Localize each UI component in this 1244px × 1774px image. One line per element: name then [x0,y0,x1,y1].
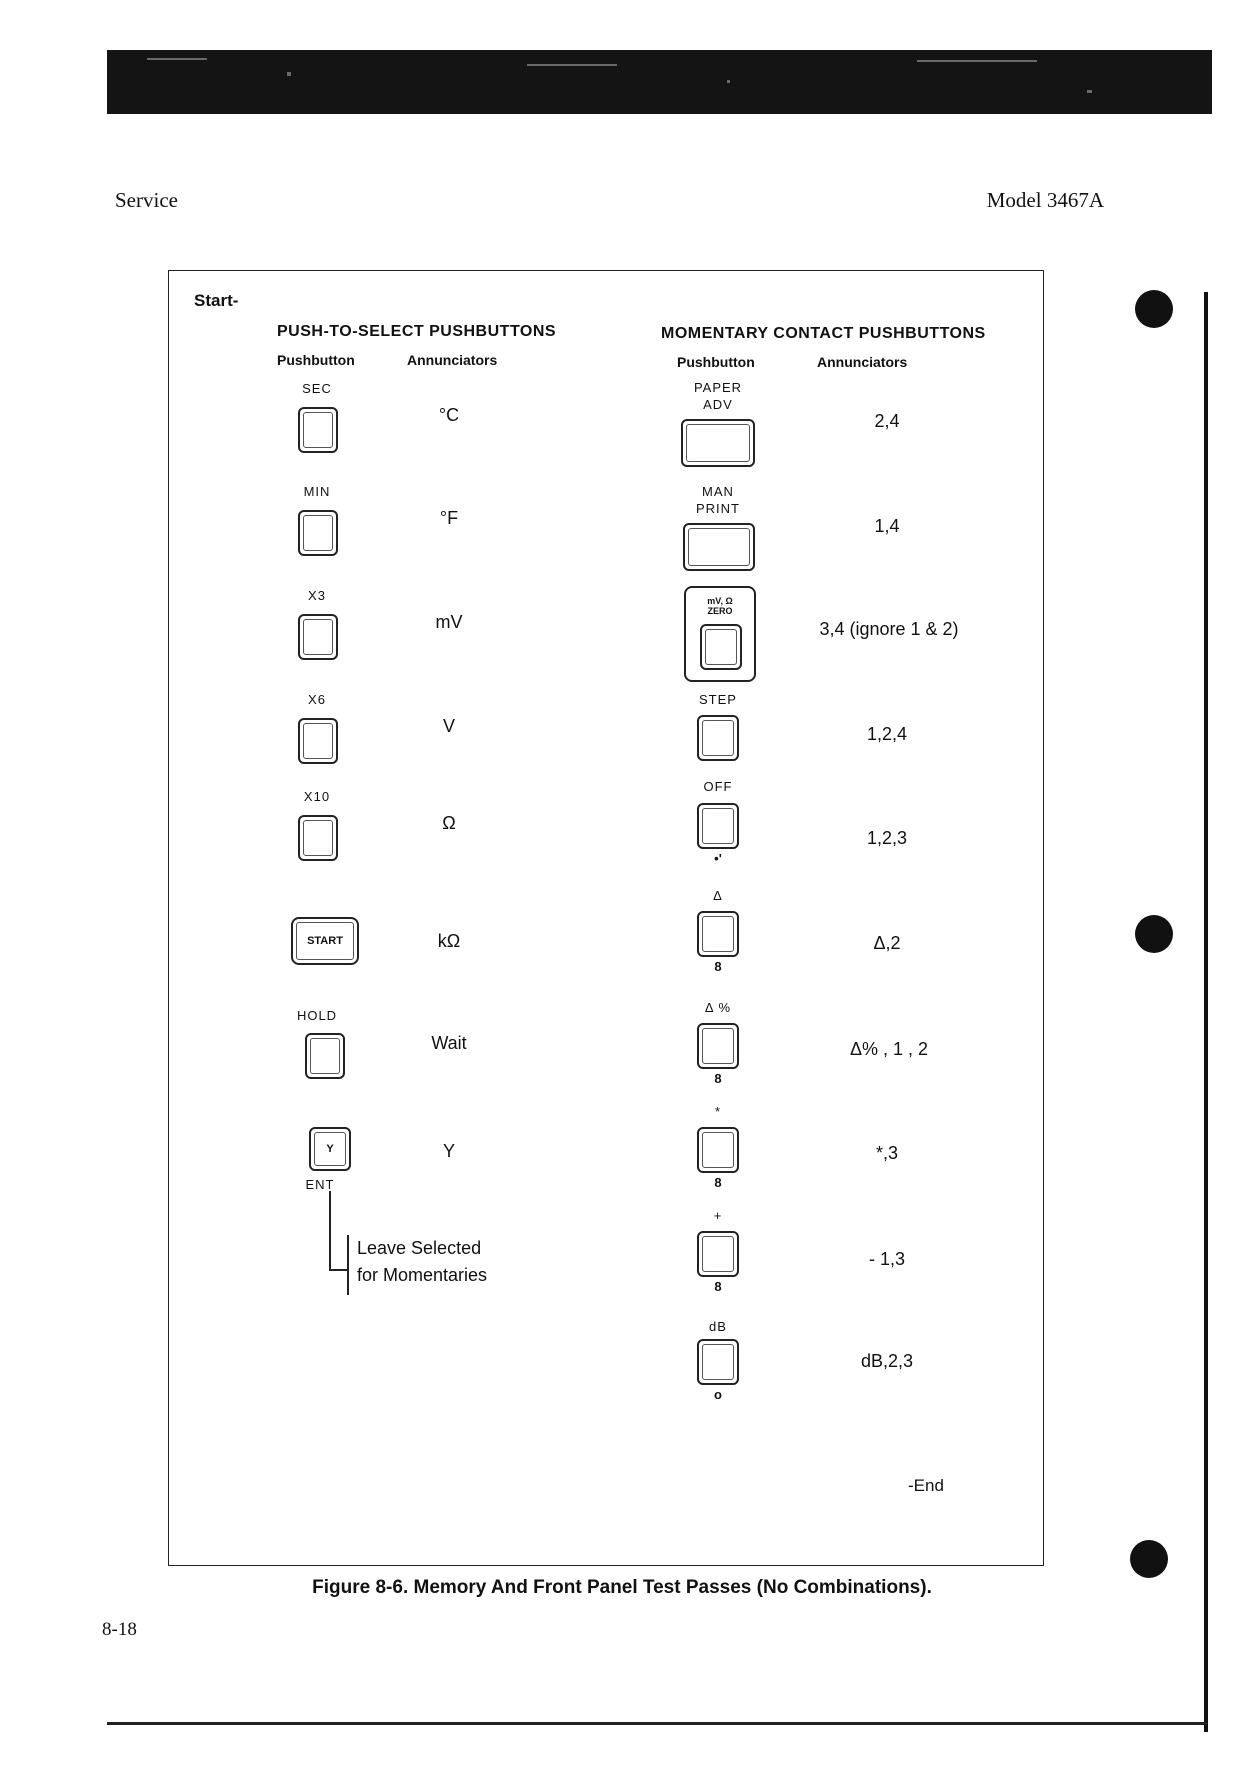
annunciator: kΩ [437,931,461,951]
button-label [678,379,758,413]
header-model: Model 3467A [986,188,1104,212]
button-label-line: mV, Ω [707,596,733,606]
note-bracket [347,1235,349,1295]
note-connector-tick [329,1269,347,1271]
button-label: X6 [308,692,326,707]
note-connector [329,1191,331,1269]
x3-button[interactable] [298,614,338,660]
right-col-pushbutton: Pushbutton [677,354,755,370]
annunciator: dB,2,3 [860,1351,914,1371]
annunciator: 2,4 [874,411,900,431]
binder-hole [1130,1540,1168,1578]
y-button-label: Y [326,1143,334,1155]
button-label: STEP [699,692,737,707]
annunciator: - 1,3 [868,1249,906,1269]
zero-button[interactable] [700,624,742,670]
annunciator: °C [438,405,460,425]
off-sub-label: •' [714,851,722,866]
button-label: X10 [303,789,331,804]
page-number: 8-18 [102,1619,137,1640]
bottom-rule [107,1722,1207,1725]
step-button[interactable] [697,715,739,761]
button-label: dB [709,1319,727,1334]
annunciator: V [442,716,455,736]
db-sub-label: o [714,1387,722,1402]
leave-selected-note [357,1235,487,1289]
delta-button[interactable] [697,911,739,957]
header-section: Service [115,188,178,212]
button-label [678,483,758,517]
button-label: HOLD [296,1008,338,1023]
bar-speck [727,80,730,83]
left-section-title: PUSH-TO-SELECT PUSHBUTTONS [277,323,557,340]
bar-speck [917,60,1037,62]
annunciator: 1,2,4 [866,724,908,744]
db-button[interactable] [697,1339,739,1385]
right-section-title: MOMENTARY CONTACT PUSHBUTTONS [661,325,986,342]
zero-button-label [686,596,754,616]
annunciator: 1,2,3 [866,828,908,848]
annunciator: *,3 [875,1143,899,1163]
figure-box [168,270,1044,1566]
top-black-bar [107,50,1212,114]
y-enter-button[interactable] [309,1127,351,1171]
zero-button-frame [684,586,756,682]
bar-speck [1087,90,1092,93]
annunciator: Ω [442,813,456,833]
annunciator: mV [435,612,463,632]
button-label-line: ZERO [707,606,733,616]
sec-button[interactable] [298,407,338,453]
manual-print-button[interactable] [683,523,755,571]
button-label: Δ [713,888,723,903]
binder-hole [1135,290,1173,328]
binder-hole [1135,915,1173,953]
enter-label: ENT [305,1177,335,1192]
paper-advance-button[interactable] [681,419,755,467]
plus-button[interactable] [697,1231,739,1277]
annunciator: 3,4 (ignore 1 & 2) [819,619,959,639]
page-edge-line [1204,292,1208,1732]
x6-button[interactable] [298,718,338,764]
annunciator: Wait [431,1033,467,1053]
button-label-line: PRINT [696,501,740,516]
delta-sub-label: 8 [714,959,722,974]
hold-button[interactable] [305,1033,345,1079]
button-label-line: ADV [703,397,733,412]
button-label: MIN [303,484,331,499]
note-line: Leave Selected [357,1238,482,1258]
annunciator: 1,4 [874,516,900,536]
bar-speck [147,58,207,60]
figure-caption: Figure 8-6. Memory And Front Panel Test Passes (No Combinations). [312,1577,932,1598]
x10-button[interactable] [298,815,338,861]
button-label: X3 [308,588,326,603]
start-button-label: START [307,935,343,947]
button-label: SEC [302,381,332,396]
button-label: + [713,1208,723,1223]
bar-speck [287,72,291,76]
left-col-annunciators: Annunciators [407,352,498,368]
annunciator: °F [439,508,459,528]
annunciator: Δ% , 1 , 2 [849,1039,929,1059]
asterisk-button[interactable] [697,1127,739,1173]
button-label: OFF [703,779,733,794]
annunciator: Y [442,1141,455,1161]
asterisk-sub-label: 8 [714,1175,722,1190]
left-col-pushbutton: Pushbutton [277,352,355,368]
button-label-line: PAPER [693,380,743,395]
start-button[interactable] [291,917,359,965]
off-button[interactable] [697,803,739,849]
bar-speck [527,64,617,66]
button-label: * [714,1104,722,1119]
delta-percent-button[interactable] [697,1023,739,1069]
button-label-line: MAN [702,484,734,499]
button-label: Δ % [704,1000,732,1015]
end-label: -End [908,1476,944,1495]
plus-sub-label: 8 [714,1279,722,1294]
annunciator: Δ,2 [873,933,901,953]
right-col-annunciators: Annunciators [817,354,908,370]
delta-percent-sub-label: 8 [714,1071,722,1086]
note-line: for Momentaries [357,1265,488,1285]
start-label: Start- [194,291,239,310]
min-button[interactable] [298,510,338,556]
